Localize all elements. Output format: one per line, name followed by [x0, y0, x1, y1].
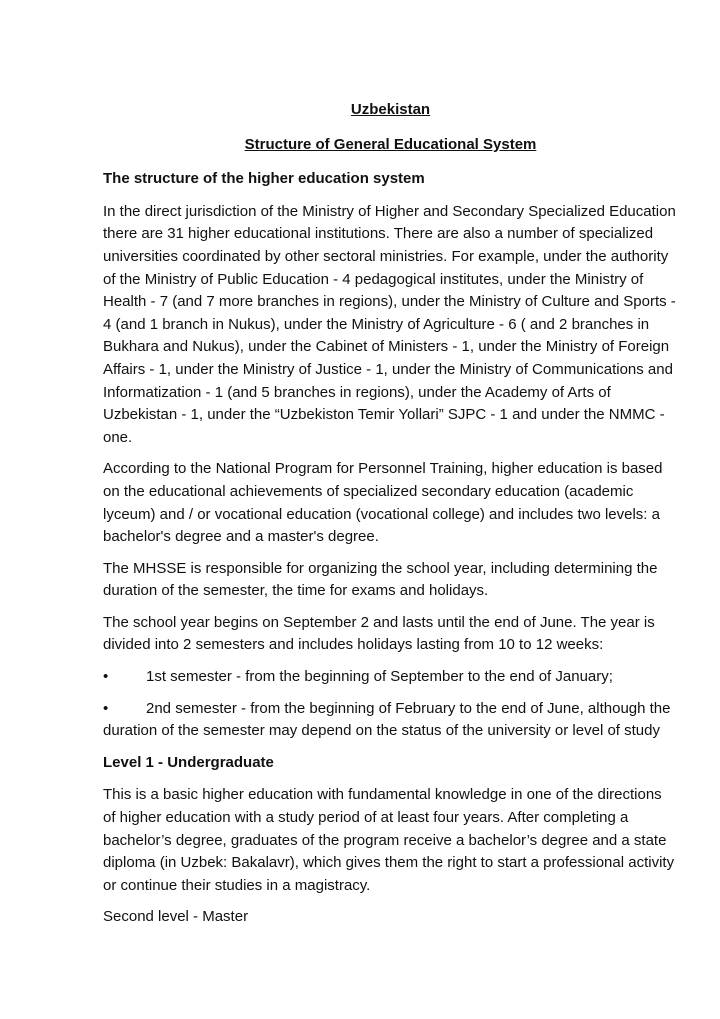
document-subtitle: Structure of General Educational System	[244, 135, 537, 153]
document-page	[103, 99, 678, 938]
bullet-mark: •	[103, 699, 109, 717]
bullet-text: 1st semester - from the beginning of September to the end of January;	[146, 668, 613, 686]
bullet-text: 2nd semester - from the beginning of February to the end of June, although the duration of the semester may depend on the status of the university or level of study	[103, 699, 671, 740]
paragraph-jurisdiction: In the direct jurisdiction of the Ministry of Higher and Secondary Specialized Education there are 31 higher educational institutions. There are also a number of specialized universities coordinated by other sectoral ministries. For example, under the authority of the Ministry of Public Education - 4 pedagogical institutes, under the Ministry of Health - 7 (and 7 more branches in regions), under the Ministry of Culture and Sports - 4 (and 1 branch in Nukus), under the Ministry of Agriculture - 6 ( and 2 branches in Bukhara and Nukus), under the Cabinet of Ministers - 1, under the Ministry of Foreign Affairs - 1, under the Ministry of Justice - 1, under the Ministry of Communications and Informatization - 1 (and 5 branches in regions), under the Academy of Arts of Uzbekistan - 1, under the “Uzbekiston Temir Yollari” SJPC - 1 and under the NMMC - one.	[103, 202, 676, 446]
paragraph-mhsse: The MHSSE is responsible for organizing the school year, including determining the duration of the semester, the time for exams and holidays.	[103, 559, 658, 600]
list-item	[103, 666, 678, 689]
paragraph-school-year: The school year begins on September 2 and lasts until the end of June. The year is divided into 2 semesters and includes holidays lasting from 10 to 12 weeks:	[103, 613, 655, 654]
paragraph-national-program: According to the National Program for Personnel Training, higher education is based on the educational achievements of specialized secondary education (academic lyceum) and / or vocational education (vocational college) and includes two levels: a bachelor's degree and a master's degree.	[103, 460, 663, 546]
bullet-mark: •	[103, 668, 109, 686]
list-item	[103, 698, 678, 743]
document-title: Uzbekistan	[350, 101, 431, 118]
level1-heading: Level 1 - Undergraduate	[103, 753, 274, 771]
section-heading: The structure of the higher education system	[103, 170, 425, 188]
level1-paragraph: This is a basic higher education with fundamental knowledge in one of the directions of higher education with a study period of at least four years. After completing a bachelor’s degree, graduates of the program receive a bachelor’s degree and a state diploma (in Uzbek: Bakalavr), which gives them the right to start a professional activity or continue their studies in a magistracy.	[103, 786, 675, 894]
level2-heading: Second level - Master	[103, 908, 249, 926]
